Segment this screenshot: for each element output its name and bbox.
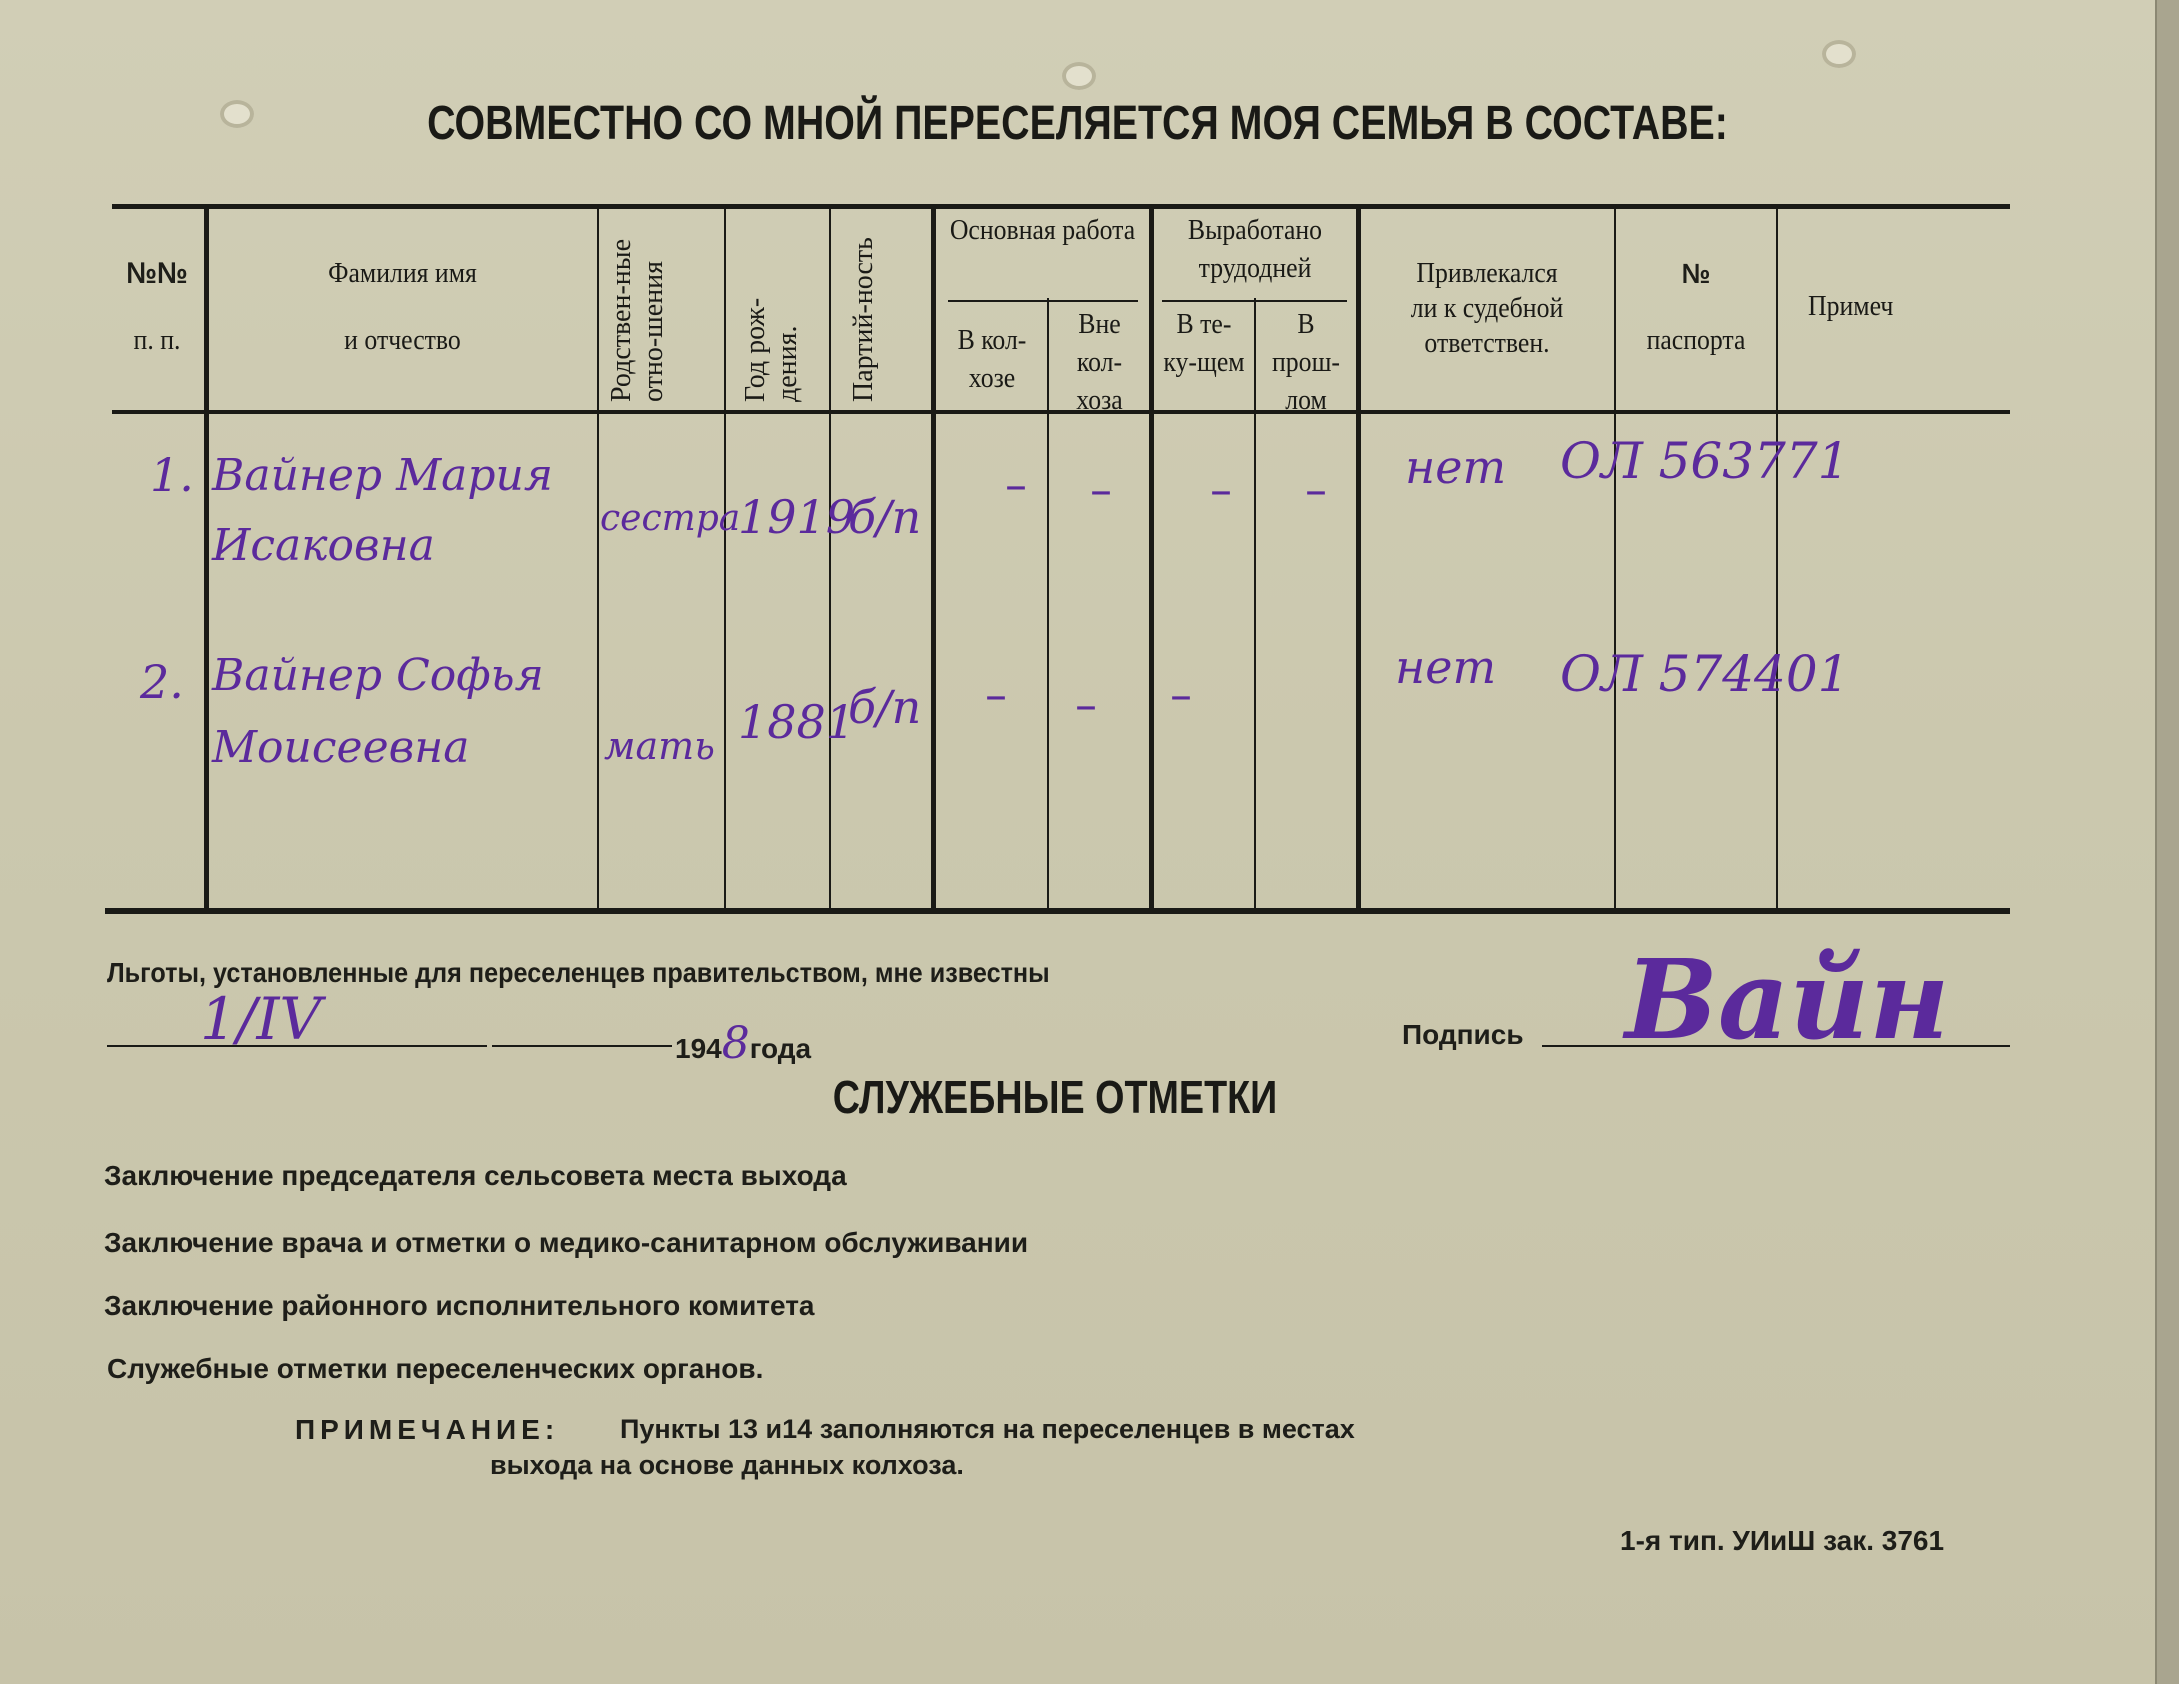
column-divider <box>597 208 599 908</box>
row-1-past: – <box>1305 465 1327 516</box>
note-label: ПРИМЕЧАНИЕ: <box>295 1414 560 1445</box>
header-party: Партий-ность <box>848 237 879 402</box>
row-2-relation: мать <box>604 724 715 768</box>
row-2-outside-kolkhoz: – <box>1075 680 1097 731</box>
date-year <box>675 1018 811 1069</box>
row-2-number: 2. <box>140 655 184 709</box>
service-line-3: Заключение районного исполнительного комитета <box>104 1290 815 1321</box>
header-court-2: ли к судебной <box>1410 293 1564 324</box>
date-line-month <box>492 1045 672 1047</box>
header-birth-year: Год рож-дения. <box>740 297 803 402</box>
service-line-4: Служебные отметки переселенческих органов. <box>107 1353 764 1384</box>
subheader-rule <box>948 300 1138 302</box>
column-divider <box>1254 298 1256 908</box>
column-divider <box>931 208 936 908</box>
row-2-party: б/п <box>848 680 922 734</box>
header-passport-num: № <box>1681 258 1711 289</box>
column-divider <box>724 208 726 908</box>
header-passport: паспорта <box>1646 325 1746 356</box>
service-line-1: Заключение председателя сельсовета места выхода <box>104 1160 847 1191</box>
header-number: №№ <box>126 257 188 290</box>
column-divider <box>1149 208 1154 908</box>
page-edge <box>2155 0 2179 1684</box>
date-day-handwritten: 1/IV <box>200 985 322 1053</box>
row-1-current: – <box>1210 465 1232 516</box>
header-relation: Родствен-ные отно-шения <box>606 239 669 402</box>
printer-imprint: 1-я тип. УИиШ зак. 3761 <box>1620 1525 1945 1556</box>
row-2-patronymic: Моисеевна <box>212 722 470 773</box>
service-marks-title: СЛУЖЕБНЫЕ ОТМЕТКИ <box>832 1071 1278 1123</box>
header-court-3: ответствен. <box>1424 328 1550 359</box>
row-1-passport: ОЛ 563771 <box>1560 432 1850 490</box>
punch-hole <box>1062 62 1096 90</box>
row-2-name: Вайнер Софья <box>212 650 544 701</box>
header-number-sub: п. п. <box>133 325 181 356</box>
row-1-birth-year: 1919 <box>738 490 856 544</box>
header-notes: Примеч <box>1808 291 1894 322</box>
row-2-current: – <box>1170 670 1192 721</box>
service-line-2: Заключение врача и отметки о медико-санитарном обслуживании <box>104 1227 1029 1258</box>
row-1-in-kolkhoz: – <box>1005 460 1027 511</box>
header-name-sub: и отчество <box>344 325 461 356</box>
benefits-statement: Льготы, установленные для переселенцев правительством, мне известны <box>107 957 1050 988</box>
column-divider <box>1776 208 1778 908</box>
row-1-party: б/п <box>848 490 922 544</box>
column-divider <box>1614 208 1616 908</box>
subheader-rule <box>1162 300 1347 302</box>
row-2-court: нет <box>1395 640 1497 694</box>
header-in-kolkhoz: В кол-хозе <box>957 325 1027 394</box>
signature-label: Подпись <box>1402 1019 1524 1050</box>
header-main-work: Основная работа <box>949 215 1136 246</box>
row-2-birth-year: 1881 <box>738 695 856 749</box>
header-court-1: Привлекался <box>1416 258 1558 289</box>
date-year-suffix: года <box>749 1033 812 1064</box>
row-2-in-kolkhoz: – <box>985 670 1007 721</box>
column-divider <box>1047 298 1049 908</box>
note-line-1: Пункты 13 и14 заполняются на переселенцев в местах <box>620 1414 1355 1444</box>
date-year-prefix: 194 <box>675 1033 722 1064</box>
row-2-passport: ОЛ 574401 <box>1560 645 1850 703</box>
date-year-handwritten: 8 <box>721 1018 750 1069</box>
punch-hole <box>1822 40 1856 68</box>
column-divider <box>829 208 831 908</box>
table-bottom-rule <box>105 908 2010 914</box>
row-1-outside-kolkhoz: – <box>1090 465 1112 516</box>
row-1-relation: сестра <box>600 498 741 539</box>
table-top-rule <box>112 204 2010 209</box>
row-1-number: 1. <box>150 448 194 502</box>
header-outside-kolkhoz: Вне кол-хоза <box>1076 309 1123 416</box>
page-title: СОВМЕСТНО СО МНОЙ ПЕРЕСЕЛЯЕТСЯ МОЯ СЕМЬЯ В СОСТАВЕ: <box>427 97 1728 150</box>
header-name: Фамилия имя <box>328 258 477 289</box>
header-past: В прош-лом <box>1272 309 1340 416</box>
column-divider <box>204 208 209 908</box>
row-1-patronymic: Исаковна <box>212 520 435 571</box>
note-line-2: выхода на основе данных колхоза. <box>490 1450 964 1480</box>
header-worked-days: Выработано трудодней <box>1187 215 1323 284</box>
row-1-court: нет <box>1405 440 1507 494</box>
header-current: В те-ку-щем <box>1163 309 1245 378</box>
row-1-name: Вайнер Мария <box>212 450 553 501</box>
signature-handwritten: Вайн <box>1625 935 1950 1064</box>
column-divider <box>1356 208 1361 908</box>
